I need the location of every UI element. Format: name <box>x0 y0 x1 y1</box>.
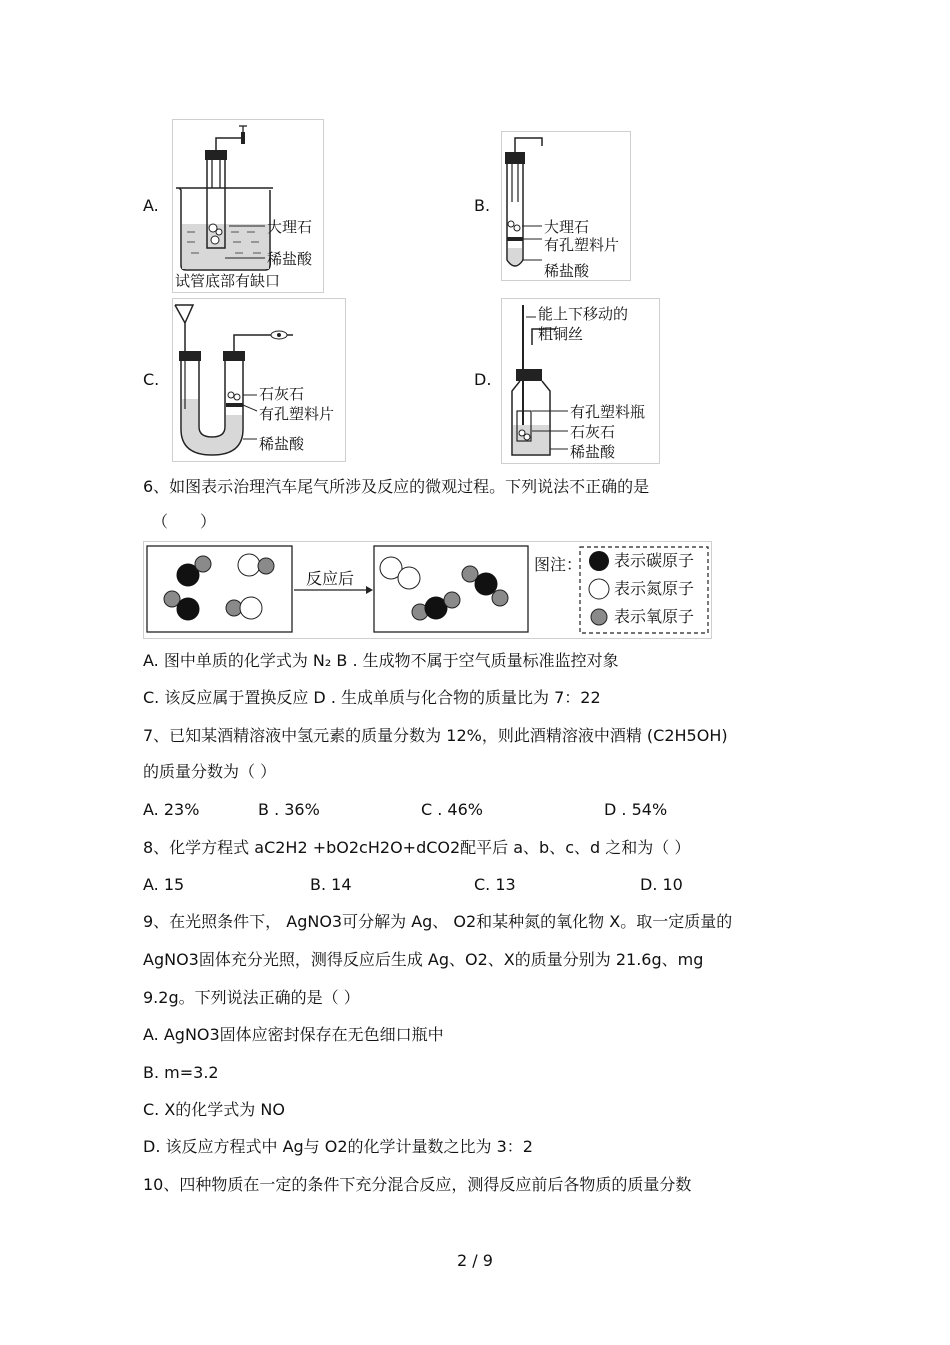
page-number: 2 / 9 <box>457 1251 493 1270</box>
q10-stem: 10、四种物质在一定的条件下充分混合反应，测得反应前后各物质的质量分数 <box>143 1175 692 1194</box>
q6-option-ab: A. 图中单质的化学式为 N₂ B . 生成物不属于空气质量标准监控对象 <box>143 651 619 670</box>
reaction-diagram <box>143 541 712 639</box>
q6-answer-paren: （ ） <box>152 512 217 531</box>
label-movable-wire: 能上下移动的 <box>538 305 629 323</box>
q7-stem-line2: 的质量分数为（ ） <box>143 762 277 781</box>
q7-option-b: B . 36% <box>258 800 320 819</box>
q9-stem-line2: AgNO3固体充分光照，测得反应后生成 Ag、O2、X的质量分别为 21.6g、mg <box>143 950 704 969</box>
label-hcl: 稀盐酸 <box>570 443 616 461</box>
apparatus-b-figure <box>501 131 631 281</box>
q9-stem-line1: 9、在光照条件下， AgNO3可分解为 Ag、 O2和某种氮的氧化物 X。取一定质量的 <box>143 912 733 931</box>
option-a-label: A. <box>143 196 159 215</box>
legend-title: 图注： <box>534 555 583 574</box>
label-marble: 大理石 <box>544 218 590 236</box>
q8-option-b: B. 14 <box>310 875 352 894</box>
q9-stem-line3: 9.2g。下列说法正确的是（ ） <box>143 988 360 1007</box>
q6-option-cd: C. 该反应属于置换反应 D . 生成单质与化合物的质量比为 7：22 <box>143 688 601 707</box>
label-limestone: 石灰石 <box>259 385 305 403</box>
q8-option-c: C. 13 <box>474 875 516 894</box>
label-limestone: 石灰石 <box>570 423 616 441</box>
q8-option-a: A. 15 <box>143 875 185 894</box>
option-b-label: B. <box>474 196 491 215</box>
legend-nitrogen: 表示氮原子 <box>614 579 695 598</box>
q7-option-d: D . 54% <box>604 800 668 819</box>
label-hcl: 稀盐酸 <box>267 250 313 268</box>
apparatus-d-figure <box>501 298 660 464</box>
q9-option-c: C. X的化学式为 NO <box>143 1100 285 1119</box>
label-copper-wire: 粗铜丝 <box>538 325 584 343</box>
label-tube-notch: 试管底部有缺口 <box>175 272 281 290</box>
option-d-label: D. <box>474 370 492 389</box>
legend-oxygen: 表示氧原子 <box>614 607 695 626</box>
label-perforated-plate: 有孔塑料片 <box>544 236 620 254</box>
apparatus-c-figure <box>172 298 346 462</box>
label-hcl: 稀盐酸 <box>259 435 305 453</box>
q6-stem: 6、如图表示治理汽车尾气所涉及反应的微观过程。下列说法不正确的是 <box>143 477 650 496</box>
q7-stem-line1: 7、已知某酒精溶液中氢元素的质量分数为 12%，则此酒精溶液中酒精 (C2H5OH) <box>143 726 728 745</box>
q7-option-c: C . 46% <box>421 800 483 819</box>
option-c-label: C. <box>143 370 160 389</box>
label-hcl: 稀盐酸 <box>544 262 590 280</box>
q9-option-b: B. m=3.2 <box>143 1063 219 1082</box>
legend-carbon: 表示碳原子 <box>614 551 695 570</box>
q7-option-a: A. 23% <box>143 800 200 819</box>
q9-option-a: A. AgNO3固体应密封保存在无色细口瓶中 <box>143 1025 444 1044</box>
label-perforated-bottle: 有孔塑料瓶 <box>570 403 646 421</box>
apparatus-a-figure <box>172 119 324 293</box>
label-marble: 大理石 <box>267 218 313 236</box>
label-perforated-plate: 有孔塑料片 <box>259 405 335 423</box>
q9-option-d: D. 该反应方程式中 Ag与 O2的化学计量数之比为 3：2 <box>143 1137 533 1156</box>
q8-option-d: D. 10 <box>640 875 683 894</box>
q8-stem: 8、化学方程式 aC2H2 +bO2cH2O+dCO2配平后 a、b、c、d 之和为（ ） <box>143 838 691 857</box>
arrow-label: 反应后 <box>306 569 355 588</box>
